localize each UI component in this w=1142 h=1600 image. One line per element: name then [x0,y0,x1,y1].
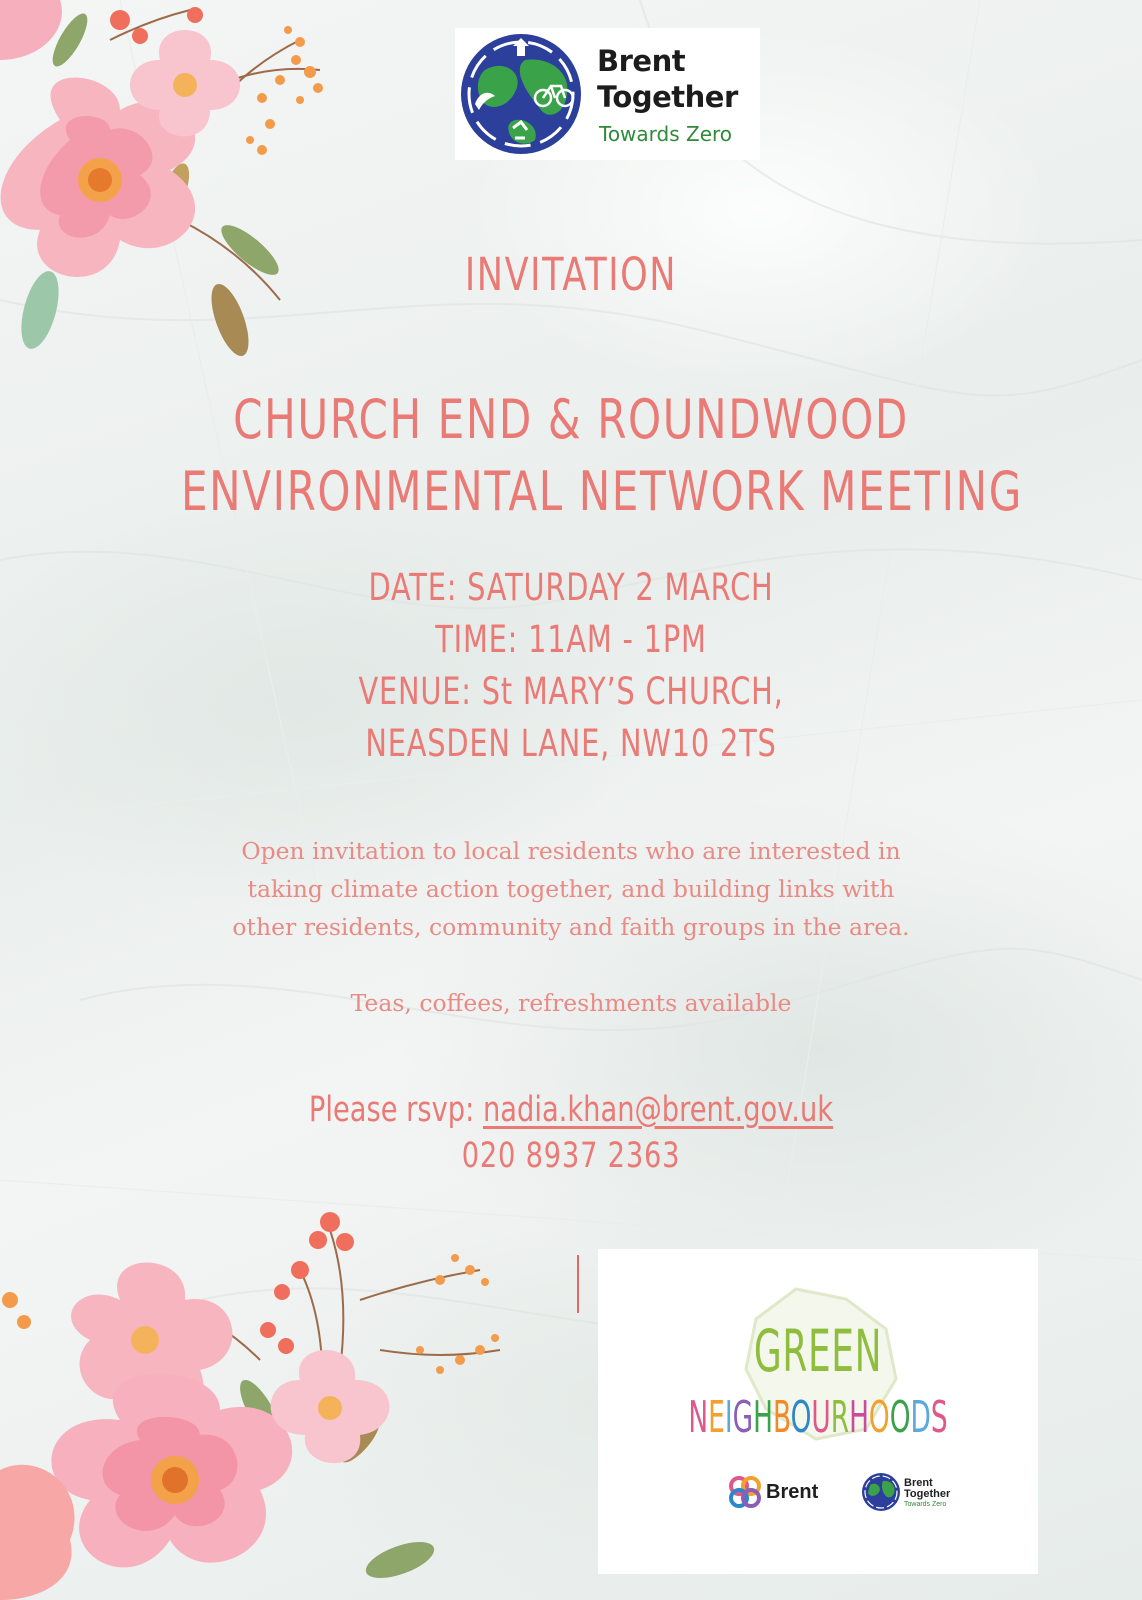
event-time-text: TIME: 11AM - 1PM [435,618,707,661]
brent-council-label: Brent [766,1481,819,1503]
rsvp-phone-text: 020 8937 2363 [461,1136,681,1176]
venue-line-1-text: VENUE: St MARY’S CHURCH, [358,670,784,713]
invitation-description [171,832,971,946]
rsvp-phone [171,1136,971,1176]
invitation-label: INVITATION [464,248,678,301]
neighbourhoods-letter: D [910,1392,931,1443]
description-line-2: taking climate action together, and building links with [247,875,895,903]
brent-together-logo [455,28,760,160]
event-time [121,618,1021,661]
title-line-1-text: CHURCH END & ROUNDWOOD [233,388,909,451]
neighbourhoods-letter: B [772,1392,791,1443]
logo-together-text: Together [597,80,738,114]
description-line-3: other residents, community and faith groups in the area. [232,913,910,941]
logo-brent-text: Brent [597,44,686,78]
neighbourhoods-letter: N [688,1392,709,1443]
green-neighbourhoods-logo [598,1249,1038,1574]
neighbourhoods-letter: R [830,1392,850,1443]
brent-council-mark-icon [728,1475,762,1509]
neighbourhoods-letter: H [753,1392,773,1443]
event-date-text: DATE: SATURDAY 2 MARCH [368,566,774,609]
rsvp-line [171,1090,971,1130]
neighbourhoods-wordmark [686,1392,950,1443]
event-date [121,566,1021,609]
invitation-heading [371,248,771,301]
venue-line-2-text: NEASDEN LANE, NW10 2TS [365,722,777,765]
floral-decoration-top [0,0,340,380]
small-logo-line-1: Brent [904,1477,933,1489]
neighbourhoods-letter: O [790,1392,812,1443]
small-logo-line-3: Towards Zero [904,1501,947,1508]
title-line-2-text: ENVIRONMENTAL NETWORK MEETING [181,460,1023,523]
neighbourhoods-letter: I [724,1392,733,1443]
green-wordmark: GREEN [753,1317,883,1385]
neighbourhoods-letter: O [868,1392,890,1443]
neighbourhoods-letter: S [930,1392,948,1443]
neighbourhoods-letter: O [889,1392,911,1443]
description-line-1: Open invitation to local residents who are interested in [241,837,901,865]
event-title-line-1 [71,388,1071,451]
globe-sustainability-icon [455,30,587,158]
neighbourhoods-letter: H [849,1392,869,1443]
vertical-divider [577,1255,579,1313]
globe-small-icon [860,1471,902,1513]
neighbourhoods-letter: G [732,1392,754,1443]
small-logo-line-2: Together [904,1488,951,1500]
neighbourhoods-letter: U [811,1392,831,1443]
event-venue-line-1 [121,670,1021,713]
rsvp-email-link[interactable]: nadia.khan@brent.gov.uk [482,1090,834,1130]
neighbourhoods-letter: E [708,1392,725,1443]
brent-together-small-logo [860,1471,960,1515]
rsvp-label: Please rsvp: [308,1090,483,1130]
refreshments-note: Teas, coffees, refreshments available [350,989,792,1017]
floral-decoration-bottom [0,1210,520,1600]
event-venue-line-2 [121,722,1021,765]
logo-towards-zero-text: Towards Zero [599,122,733,146]
event-title-line-2 [71,460,1071,523]
